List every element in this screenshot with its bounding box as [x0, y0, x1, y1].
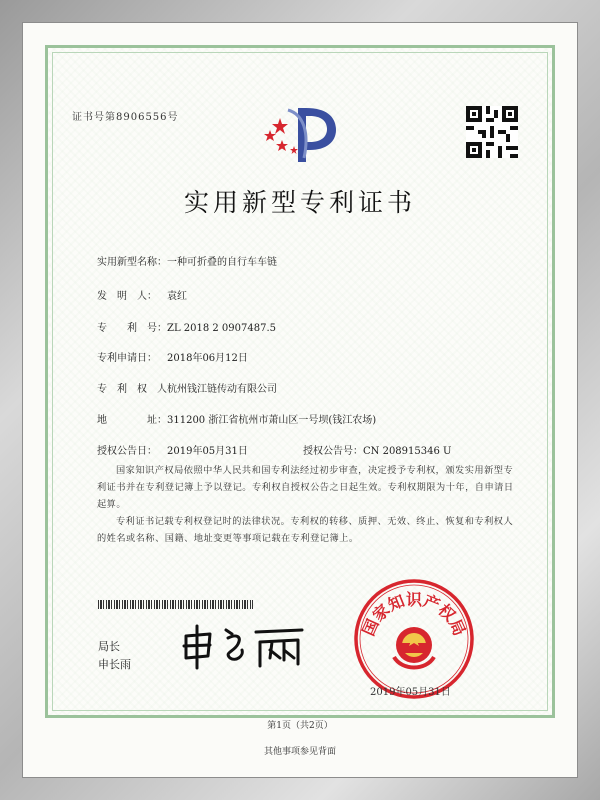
field-value: 2019年05月31日 — [167, 446, 248, 457]
signer-name: 申长雨 — [98, 658, 131, 671]
field-value: 袁红 — [167, 291, 187, 302]
field-label: 地 址： — [97, 415, 167, 426]
handwritten-signature-icon — [180, 622, 310, 672]
field-grant-date — [97, 442, 248, 457]
field-value: 311200 浙江省杭州市萧山区一号坝(钱江农场) — [167, 415, 377, 426]
field-value: 杭州钱江链传动有限公司 — [167, 384, 277, 395]
back-note: 其他事项参见背面 — [263, 747, 336, 757]
field-inventor — [97, 287, 187, 302]
certificate-number: 证书号第8906556号 — [72, 112, 179, 123]
cnipa-logo-icon — [258, 100, 343, 165]
field-utility-model-name — [97, 253, 277, 268]
field-label: 授权公告日： — [97, 446, 157, 457]
field-label: 专 利 权 人： — [97, 384, 177, 395]
field-value: 2018年06月12日 — [167, 353, 248, 364]
barcode-icon — [98, 600, 253, 609]
certificate-paragraph-2: 专利证书记载专利权登记时的法律状况。专利权的转移、质押、无效、终止、恢复和专利权人的姓名或名称、国籍、地址变更等事项记载在专利登记簿上。 — [97, 516, 514, 544]
field-label: 授权公告号： — [303, 446, 363, 457]
page-indicator: 第1页（共2页） — [267, 721, 333, 731]
certificate-title: 实用新型专利证书 — [183, 188, 416, 217]
seal-date: 2019年05月31日 — [370, 687, 451, 698]
field-label: 实用新型名称： — [97, 257, 167, 268]
field-label: 专 利 号： — [97, 323, 167, 334]
field-patent-number — [97, 319, 276, 334]
field-patentee — [97, 380, 277, 395]
field-address — [97, 411, 376, 426]
field-value: ZL 2018 2 0907487.5 — [167, 323, 277, 334]
certificate-paragraph-1: 国家知识产权局依照中华人民共和国专利法经过初步审查，决定授予专利权，颁发实用新型专利证书并在专利登记簿上予以登记。专利权自授权公告之日起生效。专利权期限为十年，自申请日起算。 — [97, 465, 514, 510]
qr-code-icon — [466, 106, 518, 158]
field-value: 一种可折叠的自行车车链 — [167, 257, 277, 268]
field-label: 发 明 人： — [97, 291, 157, 302]
field-label: 专利申请日： — [97, 353, 157, 364]
signer-title: 局长 — [98, 640, 120, 653]
seal-text: 国家知识产权局 — [358, 590, 470, 639]
field-value: CN 208915346 U — [363, 446, 452, 457]
field-application-date — [97, 349, 248, 364]
field-grant-number — [303, 442, 451, 457]
